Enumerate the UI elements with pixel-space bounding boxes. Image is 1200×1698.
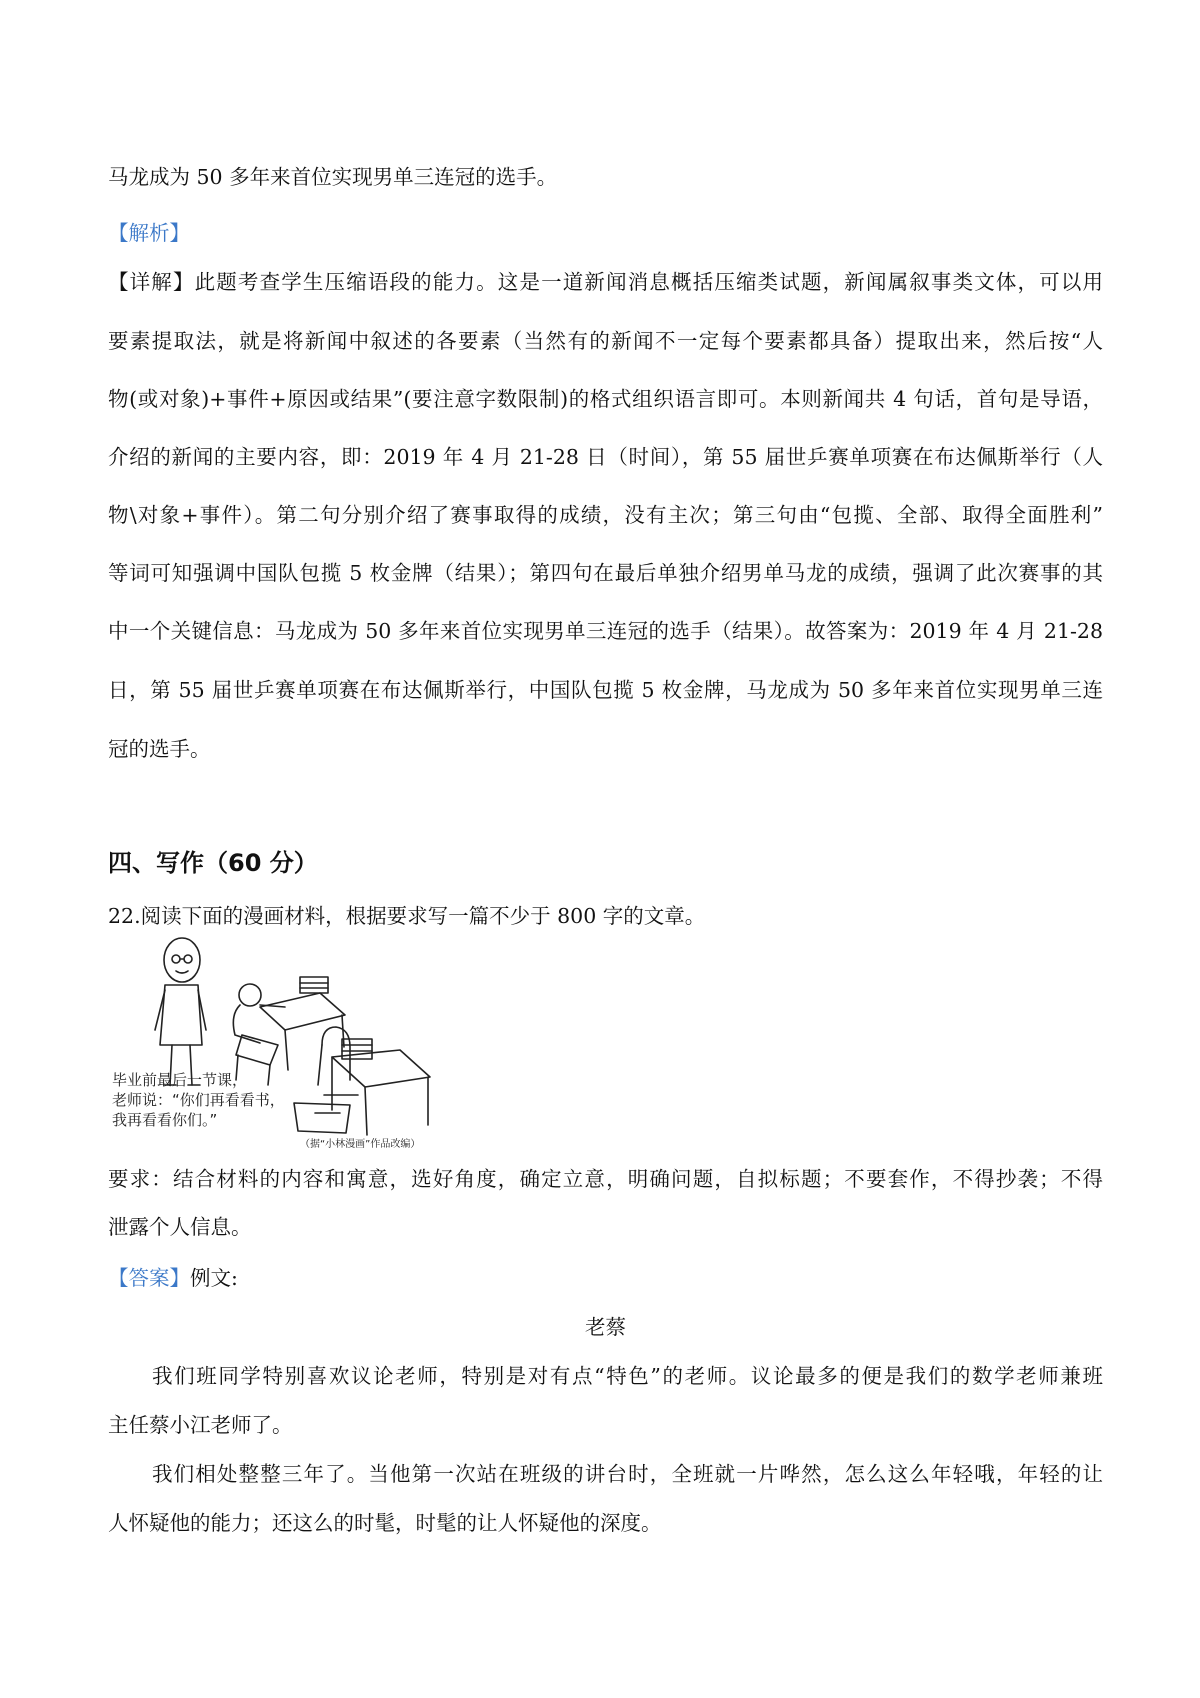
comic-caption-line: 毕业前最后一节课， <box>112 1071 248 1089</box>
essay-line: 人怀疑他的能力；还这么的时髦，时髦的让人怀疑他的深度。 <box>108 1511 662 1535</box>
answer-suffix: 例文: <box>190 1266 238 1290</box>
analysis-line: 物(或对象)+事件+原因或结果”(要注意字数限制)的格式组织语言即可。本则新闻共 4 句话，首句是导语， <box>108 387 1103 411</box>
answer-tail-line: 马龙成为 50 多年来首位实现男单三连冠的选手。 <box>108 165 558 189</box>
essay-title: 老蔡 <box>585 1315 626 1339</box>
analysis-line: 日，第 55 届世乒赛单项赛在布达佩斯举行，中国队包揽 5 枚金牌，马龙成为 50 多年来首位实现男单三连 <box>108 678 1103 702</box>
analysis-line: 要素提取法，就是将新闻中叙述的各要素（当然有的新闻不一定每个要素都具备）提取出来，然后按“人 <box>108 329 1103 353</box>
section-heading: 四、写作（60 分） <box>108 849 318 877</box>
analysis-line: 【详解】此题考查学生压缩语段的能力。这是一道新闻消息概括压缩类试题，新闻属叙事类文体，可以用 <box>108 270 1103 294</box>
analysis-line: 物\对象+事件）。第二句分别介绍了赛事取得的成绩，没有主次；第三句由“包揽、全部、取得全面胜利” <box>108 503 1103 527</box>
analysis-line: 介绍的新闻的主要内容，即：2019 年 4 月 21-28 日（时间），第 55 届世乒赛单项赛在布达佩斯举行（人 <box>108 445 1103 469</box>
essay-line: 我们相处整整三年了。当他第一次站在班级的讲台时，全班就一片哗然，怎么这么年轻哦，年轻的让 <box>152 1462 1103 1486</box>
analysis-tag: 【解析】 <box>108 221 190 245</box>
question-text: 22.阅读下面的漫画材料，根据要求写一篇不少于 800 字的文章。 <box>108 904 706 928</box>
answer-line <box>108 1264 1103 1292</box>
analysis-line: 冠的选手。 <box>108 737 211 761</box>
essay-line: 主任蔡小江老师了。 <box>108 1413 293 1437</box>
comic-illustration <box>110 935 470 1150</box>
analysis-line: 等词可知强调中国队包揽 5 枚金牌（结果）；第四句在最后单独介绍男单马龙的成绩，强调了此次赛事的其 <box>108 561 1103 585</box>
requirement-line: 要求：结合材料的内容和寓意，选好角度，确定立意，明确问题，自拟标题；不要套作，不得抄袭；不得 <box>108 1167 1103 1191</box>
comic-caption-line: 老师说：“你们再看看书， <box>112 1091 285 1109</box>
answer-tag: 【答案】 <box>108 1266 190 1290</box>
essay-line: 我们班同学特别喜欢议论老师，特别是对有点“特色”的老师。议论最多的便是我们的数学老师兼班 <box>152 1364 1103 1388</box>
comic-caption-line: 我再看看你们。” <box>112 1111 218 1129</box>
comic-source: （据“小林漫画”作品改编） <box>300 1139 421 1150</box>
analysis-line: 中一个关键信息：马龙成为 50 多年来首位实现男单三连冠的选手（结果）。故答案为：2019 年 4 月 21-28 <box>108 619 1103 643</box>
requirement-line: 泄露个人信息。 <box>108 1215 252 1239</box>
